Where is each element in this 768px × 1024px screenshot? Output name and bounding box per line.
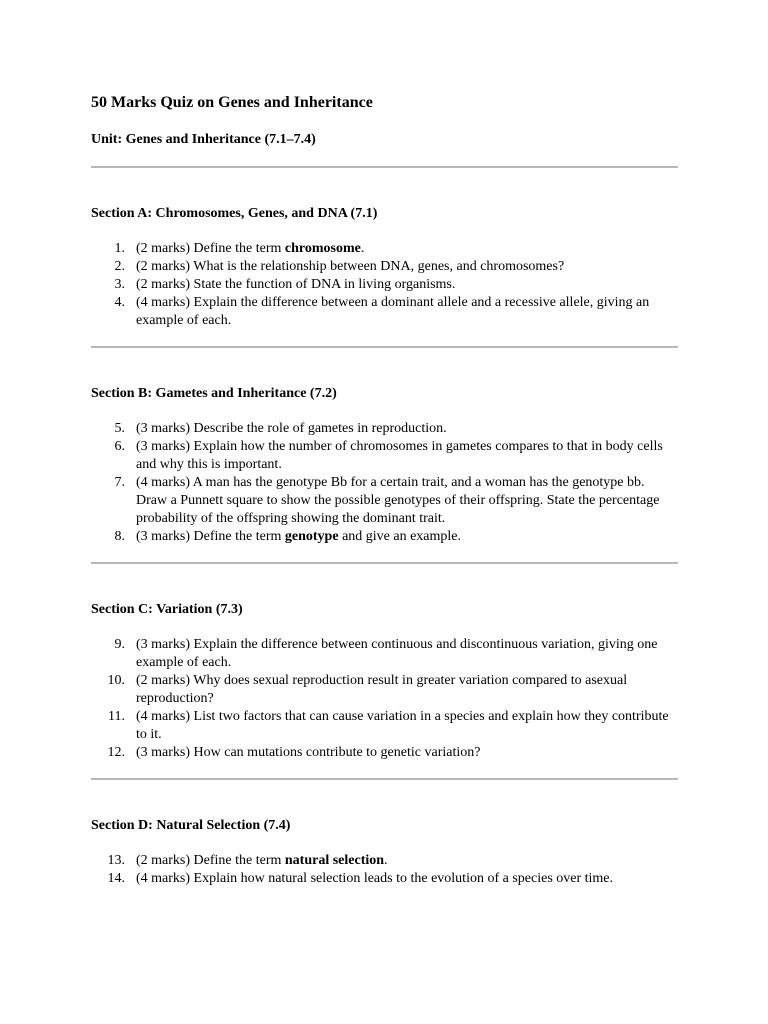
question-text: (3 marks) Explain how the number of chromosomes in gametes compares to that in body cells and why this is important.	[136, 439, 663, 472]
quiz-document	[91, 92, 678, 888]
divider	[91, 166, 678, 168]
question-number: 5.	[114, 421, 125, 436]
question-item	[91, 870, 678, 888]
question-text: (2 marks) What is the relationship between DNA, genes, and chromosomes?	[136, 259, 565, 274]
question-item	[91, 276, 678, 294]
question-item	[91, 528, 678, 546]
question-text: (4 marks) Explain the difference between a dominant allele and a recessive allele, giving an example of each.	[136, 295, 650, 328]
question-item	[91, 420, 678, 438]
section-title: Section A: Chromosomes, Genes, and DNA (7.1)	[91, 206, 378, 221]
question-item	[91, 744, 678, 762]
question-item	[91, 474, 678, 528]
question-number: 1.	[114, 241, 125, 256]
question-number: 6.	[114, 439, 125, 454]
page-title: 50 Marks Quiz on Genes and Inheritance	[91, 94, 373, 111]
divider	[91, 346, 678, 348]
question-item	[91, 636, 678, 672]
question-text: (4 marks) List two factors that can cause variation in a species and explain how they contribute to it.	[136, 709, 669, 742]
question-list	[91, 852, 678, 888]
question-key-term: genotype	[284, 529, 339, 544]
question-item	[91, 852, 678, 870]
question-list	[91, 420, 678, 546]
section-title: Section C: Variation (7.3)	[91, 602, 243, 617]
question-text-end: .	[360, 241, 365, 256]
sections-container	[91, 204, 678, 888]
question-text: (4 marks) A man has the genotype Bb for a certain trait, and a woman has the genotype bb. Draw a Punnett square to show the possible genotypes of their offspring. State the percentage probability of the offspring showing the dominant trait.	[136, 475, 660, 526]
section-title: Section D: Natural Selection (7.4)	[91, 818, 291, 833]
question-number: 2.	[114, 259, 125, 274]
question-item	[91, 240, 678, 258]
question-text: (3 marks) Explain the difference between continuous and discontinuous variation, giving one example of each.	[136, 637, 658, 670]
question-text-end: .	[384, 853, 388, 868]
question-number: 11.	[108, 709, 125, 724]
question-number: 8.	[114, 529, 125, 544]
question-key-term: chromosome	[284, 241, 361, 256]
question-number: 3.	[114, 277, 125, 292]
unit-heading: Unit: Genes and Inheritance (7.1–7.4)	[91, 132, 316, 147]
divider	[91, 778, 678, 780]
section-title: Section B: Gametes and Inheritance (7.2)	[91, 386, 337, 401]
question-text-end: and give an example.	[338, 529, 462, 544]
question-item	[91, 258, 678, 276]
question-text: (3 marks) Define the term	[136, 529, 285, 544]
question-item	[91, 438, 678, 474]
question-text: (2 marks) Define the term	[136, 241, 285, 256]
question-list	[91, 636, 678, 762]
question-number: 9.	[114, 637, 125, 652]
question-item	[91, 672, 678, 708]
question-text: (4 marks) Explain how natural selection leads to the evolution of a species over time.	[136, 871, 614, 886]
question-text: (2 marks) State the function of DNA in living organisms.	[136, 277, 456, 292]
question-text: (2 marks) Why does sexual reproduction result in greater variation compared to asexual reproduction?	[136, 673, 628, 706]
question-number: 10.	[107, 673, 125, 688]
question-text: (2 marks) Define the term	[136, 853, 285, 868]
question-item	[91, 708, 678, 744]
question-list	[91, 240, 678, 330]
question-number: 4.	[114, 295, 125, 310]
question-text: (3 marks) Describe the role of gametes in reproduction.	[136, 421, 447, 436]
question-item	[91, 294, 678, 330]
question-text: (3 marks) How can mutations contribute to genetic variation?	[136, 745, 481, 760]
question-key-term: natural selection	[284, 853, 385, 868]
question-number: 13.	[107, 853, 125, 868]
question-number: 12.	[107, 745, 125, 760]
question-number: 7.	[114, 475, 125, 490]
divider	[91, 562, 678, 564]
question-number: 14.	[107, 871, 125, 886]
